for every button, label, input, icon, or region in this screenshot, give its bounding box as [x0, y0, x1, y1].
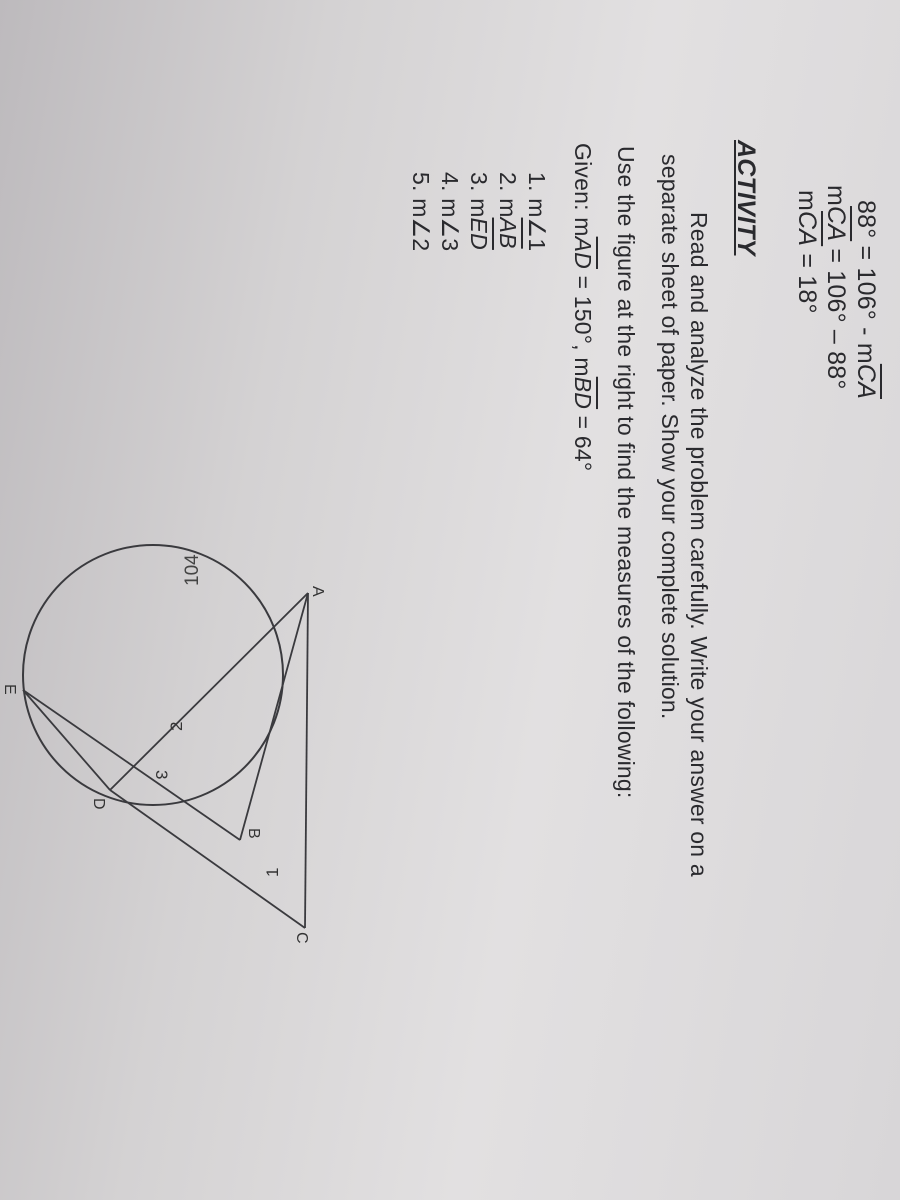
- question-4: 4. m∠3: [437, 172, 463, 252]
- question-1: 1. m∠1: [524, 172, 550, 252]
- activity-heading: ACTIVITY: [732, 140, 760, 256]
- point-a-label: A: [309, 586, 326, 597]
- chord-ed: [23, 690, 110, 790]
- point-d-label: D: [90, 798, 107, 810]
- solution-line-2: $m\overline{CA} = 106^\circ - 88^\circ$: [822, 185, 850, 390]
- point-e-label: E: [1, 684, 18, 695]
- angle-3-label: 3: [152, 770, 171, 780]
- point-c-label: C: [293, 932, 310, 944]
- given-line: Given: $m\overline{AD} = 150^\circ$, $m\overline{BD} = 64^\circ$: [570, 143, 596, 472]
- solution-line-3: $m\overline{CA} = 18^\circ$: [793, 190, 821, 314]
- chord-eb: [23, 690, 240, 840]
- point-b-label: B: [245, 828, 262, 839]
- secant-ce: [110, 790, 305, 928]
- instruction-line-1: Read and analyze the problem carefully. Write your answer on a: [686, 212, 712, 877]
- instruction-line-3: Use the figure at the right to find the measures of the following:: [613, 146, 639, 799]
- solution-line-1: $88^\circ = 106^\circ - m\overline{CA}$: [852, 200, 880, 399]
- question-2: 2. $m\overline{AB}$: [495, 172, 521, 249]
- instruction-line-2: separate sheet of paper. Show your complete solution.: [657, 154, 683, 720]
- circle: [23, 545, 283, 805]
- angle-1-label: 1: [263, 867, 282, 877]
- chord-ad: [110, 593, 308, 790]
- handwritten-104: 104: [182, 554, 203, 586]
- secant-ca: [305, 593, 308, 928]
- angle-2-label: 2: [167, 721, 186, 731]
- question-3: 3. $m\overline{ED}$: [466, 172, 492, 250]
- question-5: 5. m∠2: [408, 172, 434, 252]
